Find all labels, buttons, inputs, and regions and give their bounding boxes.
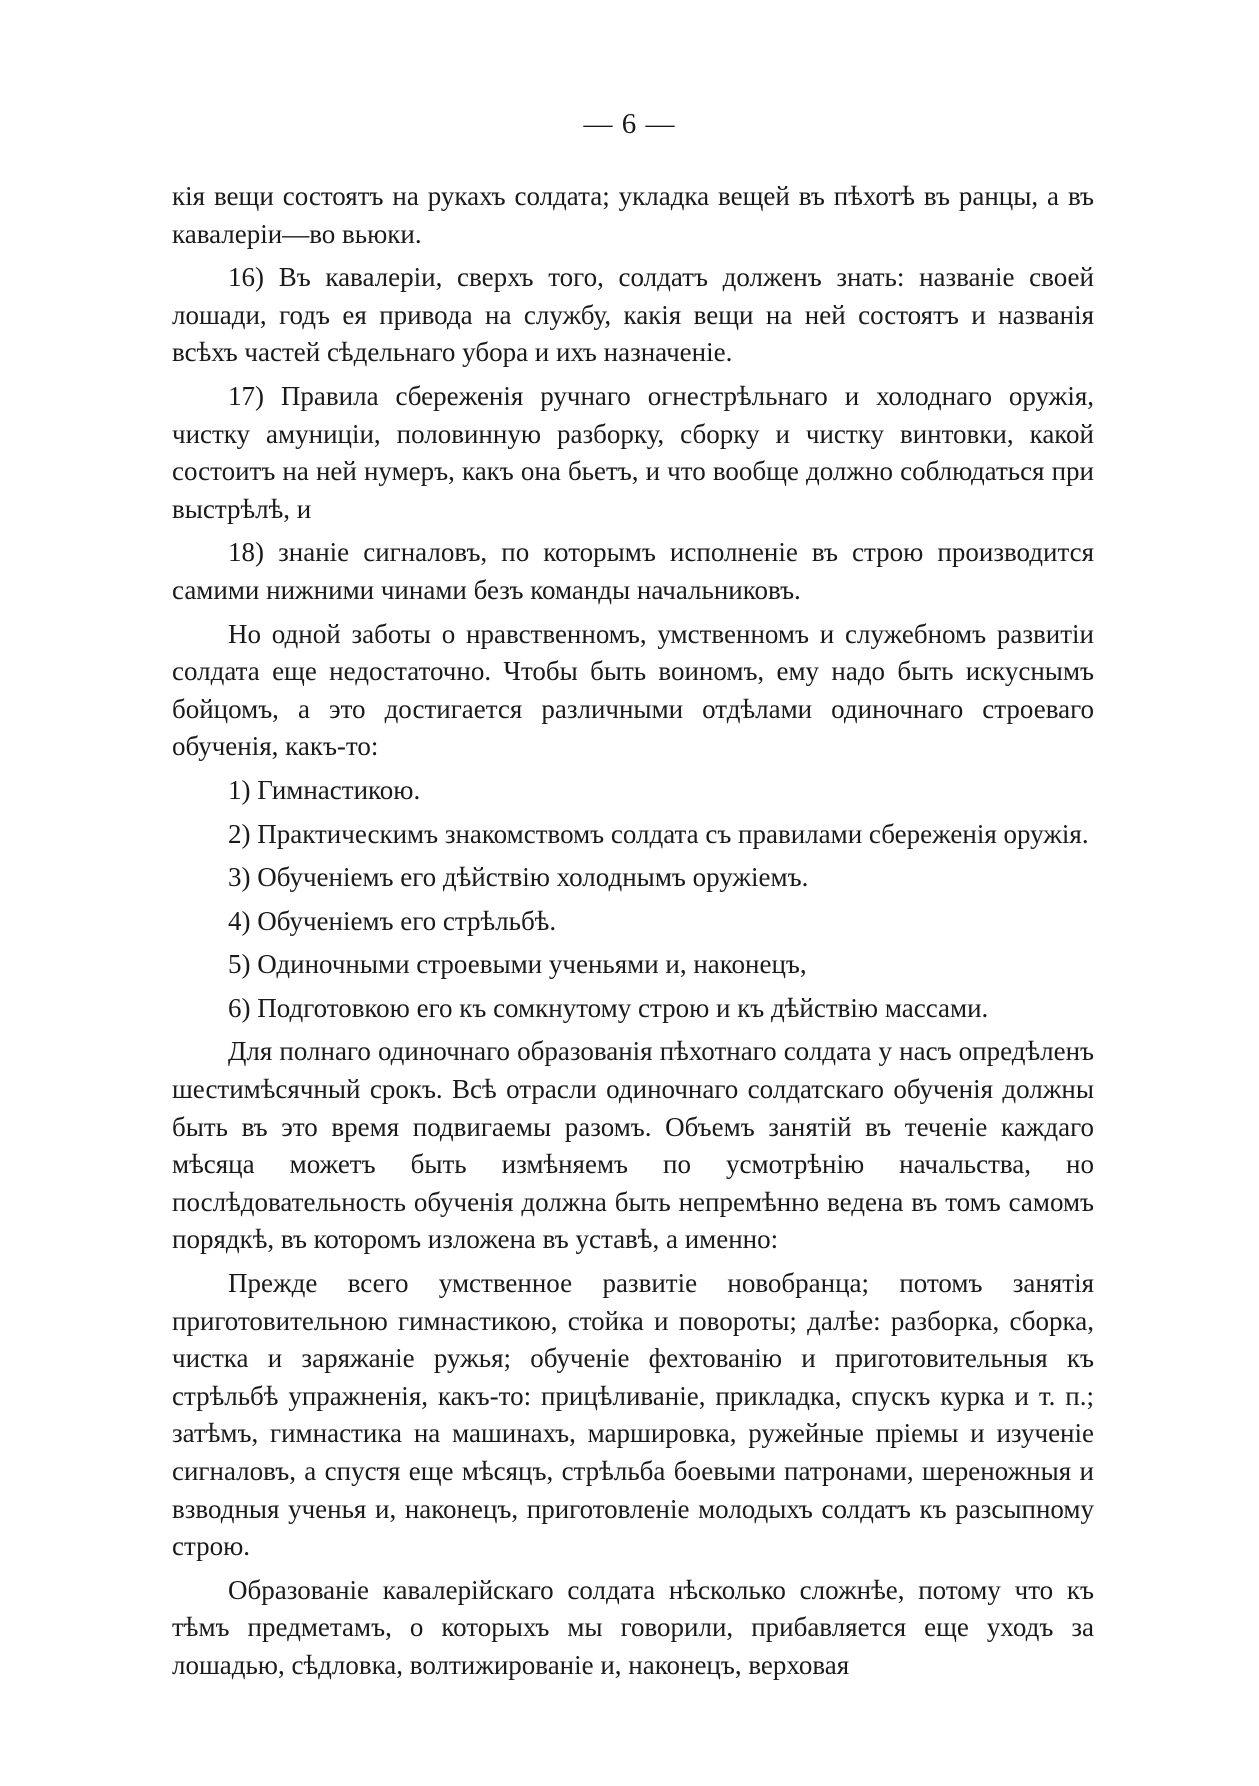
paragraph: 17) Правила сбереженія ручнаго огнестрѣльнаго и холоднаго оружія, чистку амуниціи, половинную разборку, сборку и чистку винтовки, какой состоитъ на ней нумеръ, какъ она бьетъ, и что вообще должно соблюдаться при выстрѣлѣ, и xyxy=(172,380,1094,524)
body-text xyxy=(172,178,1094,1691)
paragraph: Образованіе кавалерійскаго солдата нѣсколько сложнѣе, потому что къ тѣмъ предметамъ, о которыхъ мы говорили, прибавляется еще уходъ за лошадью, сѣдловка, волтижированіе и, наконецъ, верховая xyxy=(172,1574,1094,1680)
list-item: 3) Обученіемъ его дѣйствію холоднымъ оружіемъ. xyxy=(228,862,809,893)
list-item: 4) Обученіемъ его стрѣльбѣ. xyxy=(228,905,557,936)
paragraph: кія вещи состоятъ на рукахъ солдата; укладка вещей въ пѣхотѣ въ ранцы, а въ кавалеріи—во вьюки. xyxy=(172,181,1094,249)
list-item: 6) Подготовкою его къ сомкнутому строю и къ дѣйствію массами. xyxy=(228,992,989,1023)
list-item: 5) Одиночными строевыми ученьями и, наконецъ, xyxy=(228,949,807,980)
list-item: 2) Практическимъ знакомствомъ солдата съ правилами сбереженія оружія. xyxy=(228,818,1089,849)
paragraph: Прежде всего умственное развитіе новобранца; потомъ занятія приготовительною гимнастикою, стойка и повороты; далѣе: разборка, сборка, чистка и заряжаніе ружья; обученіе фехтованію и приготовительныя къ стрѣльбѣ упражненія, какъ-то: прицѣливаніе, прикладка, спускъ курка и т. п.; затѣмъ, гимнастика на машинахъ, маршировка, ружейные пріемы и изученіе сигналовъ, а спустя еще мѣсяцъ, стрѣльба боевыми патронами, шереножныя и взводныя ученья и, наконецъ, приготовленіе молодыхъ солдатъ къ разсыпному строю. xyxy=(172,1268,1094,1562)
paragraph: Для полнаго одиночнаго образованія пѣхотнаго солдата у насъ опредѣленъ шестимѣсячный срокъ. Всѣ отрасли одиночнаго солдатскаго обученія должны быть въ это время подвигаемы разомъ. Объемъ занятій въ теченіе каждаго мѣсяца можетъ быть измѣняемъ по усмотрѣнію начальства, но послѣдовательность обученія должна быть непремѣнно ведена въ томъ самомъ порядкѣ, въ которомъ изложена въ уставѣ, а именно: xyxy=(172,1036,1094,1255)
paragraph: Но одной заботы о нравственномъ, умственномъ и служебномъ развитіи солдата еще недостаточно. Чтобы быть воиномъ, ему надо быть искуснымъ бойцомъ, а это достигается различными отдѣлами одиночнаго строеваго обученія, какъ-то: xyxy=(172,618,1094,762)
page-number: — 6 — xyxy=(583,108,676,140)
paragraph: 16) Въ кавалеріи, сверхъ того, солдатъ долженъ знать: названіе своей лошади, годъ ея привода на службу, какія вещи на ней состоятъ и названія всѣхъ частей сѣдельнаго убора и ихъ назначеніе. xyxy=(172,262,1094,368)
list-item: 1) Гимнастикою. xyxy=(228,774,421,805)
paragraph: 18) знаніе сигналовъ, по которымъ исполненіе въ строю производится самими нижними чинами безъ команды начальниковъ. xyxy=(172,537,1094,605)
